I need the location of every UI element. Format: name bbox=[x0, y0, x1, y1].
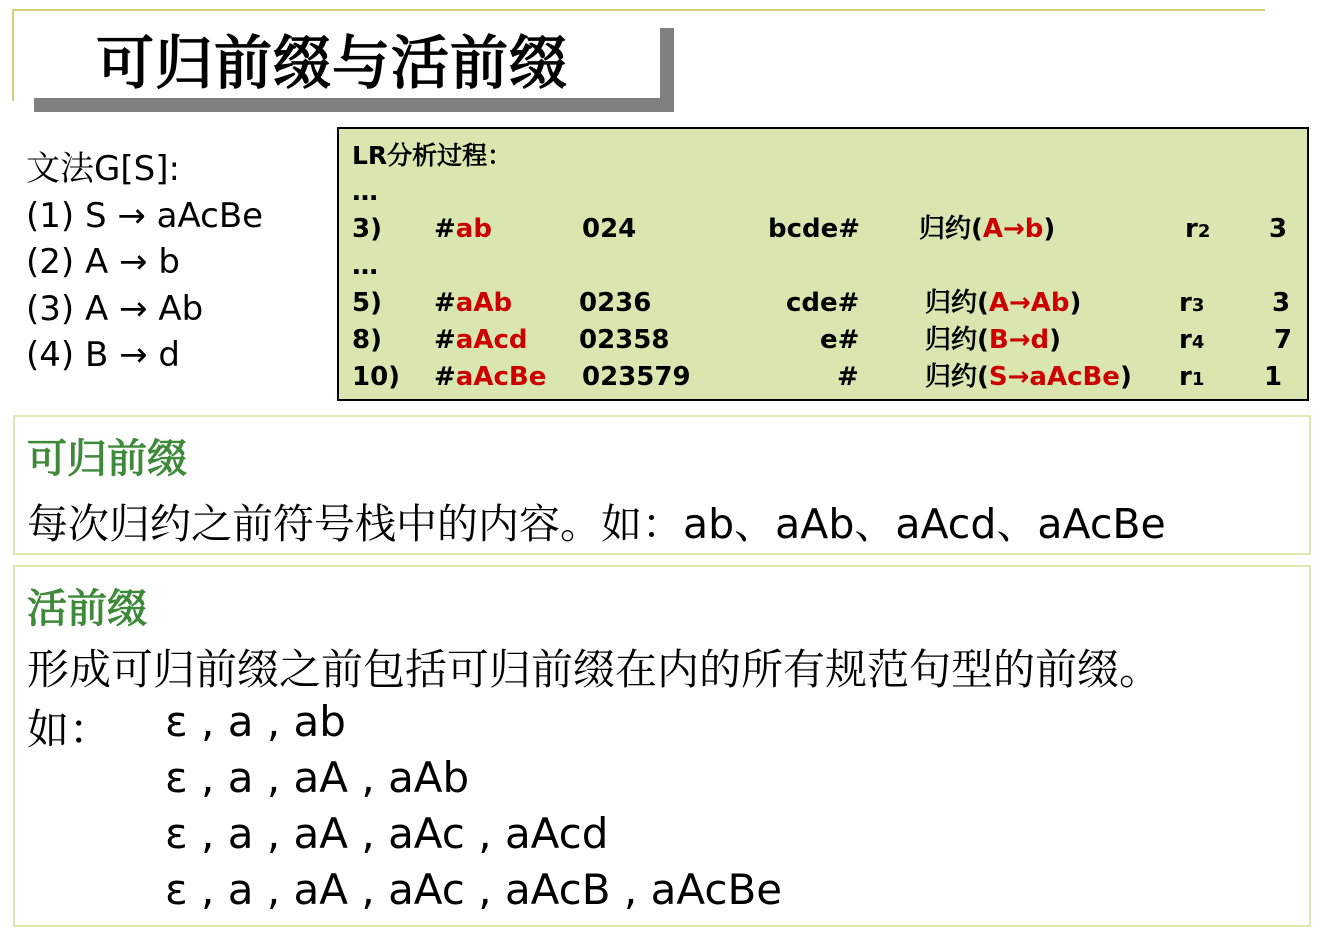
step-number: 10) bbox=[352, 362, 401, 392]
title-shadow-bottom bbox=[34, 98, 674, 112]
reducible-prefix-heading: 可归前缀 bbox=[27, 436, 187, 482]
lr-title: LR分析过程： bbox=[352, 141, 513, 170]
example-line: ε , a , ab bbox=[165, 697, 346, 746]
step-number: 8) bbox=[352, 325, 382, 355]
input-remaining: # bbox=[837, 362, 859, 392]
example-label: 如： bbox=[27, 705, 112, 754]
goto-state: 1 bbox=[1264, 362, 1283, 392]
grammar-block bbox=[26, 146, 263, 379]
input-remaining: e# bbox=[820, 325, 860, 355]
goto-state: 3 bbox=[1269, 214, 1288, 244]
reduce-rule-id: r4 bbox=[1179, 325, 1205, 355]
reduce-rule-id: r1 bbox=[1179, 362, 1205, 392]
input-remaining: cde# bbox=[786, 288, 860, 318]
viable-prefix-text: 形成可归前缀之前包括可归前缀在内的所有规范句型的前缀。 bbox=[27, 645, 1162, 694]
action: 归约(S→aAcBe) bbox=[925, 362, 1132, 392]
lr-analysis-box bbox=[337, 127, 1309, 401]
step-number: 3) bbox=[352, 214, 382, 244]
grammar-rule: (2) A → b bbox=[26, 242, 180, 282]
input-remaining: bcde# bbox=[768, 214, 861, 244]
top-rule bbox=[12, 9, 1265, 11]
step-number: 5) bbox=[352, 288, 382, 318]
state-stack: 023579 bbox=[582, 362, 691, 392]
reducible-prefix-text: 每次归约之前符号栈中的内容。如：ab、aAb、aAcd、aAcBe bbox=[27, 500, 1166, 548]
state-stack: 02358 bbox=[579, 325, 670, 355]
grammar-header: 文法G[S]: bbox=[26, 149, 180, 189]
grammar-rule: (3) A → Ab bbox=[26, 288, 204, 329]
viable-prefix-panel bbox=[13, 565, 1311, 927]
grammar-rule: (1) S → aAcBe bbox=[26, 195, 264, 236]
action: 归约(A→Ab) bbox=[925, 288, 1082, 318]
example-line: ε , a , aA , aAb bbox=[165, 753, 470, 802]
stack-content: #aAcBe bbox=[434, 362, 547, 392]
reduce-rule-id: r2 bbox=[1185, 214, 1211, 244]
state-stack: 024 bbox=[582, 214, 637, 244]
grammar-rule: (4) B → d bbox=[26, 335, 180, 375]
stack-content: #aAb bbox=[434, 288, 513, 318]
reduce-rule-id: r3 bbox=[1179, 288, 1205, 318]
viable-prefix-heading: 活前缀 bbox=[27, 586, 147, 632]
action: 归约(A→b) bbox=[919, 214, 1056, 244]
state-stack: 0236 bbox=[579, 288, 652, 318]
page-title: 可归前缀与活前缀 bbox=[96, 29, 569, 97]
action: 归约(B→d) bbox=[925, 325, 1061, 355]
reducible-prefix-panel bbox=[13, 415, 1311, 555]
ellipsis: … bbox=[352, 251, 378, 281]
goto-state: 3 bbox=[1272, 288, 1291, 318]
left-rule bbox=[12, 9, 14, 101]
stack-content: #ab bbox=[434, 214, 492, 244]
ellipsis: … bbox=[352, 177, 378, 207]
example-line: ε , a , aA , aAc , aAcd bbox=[165, 809, 609, 858]
goto-state: 7 bbox=[1274, 325, 1293, 355]
example-line: ε , a , aA , aAc , aAcB , aAcBe bbox=[165, 865, 783, 914]
stack-content: #aAcd bbox=[434, 325, 528, 355]
